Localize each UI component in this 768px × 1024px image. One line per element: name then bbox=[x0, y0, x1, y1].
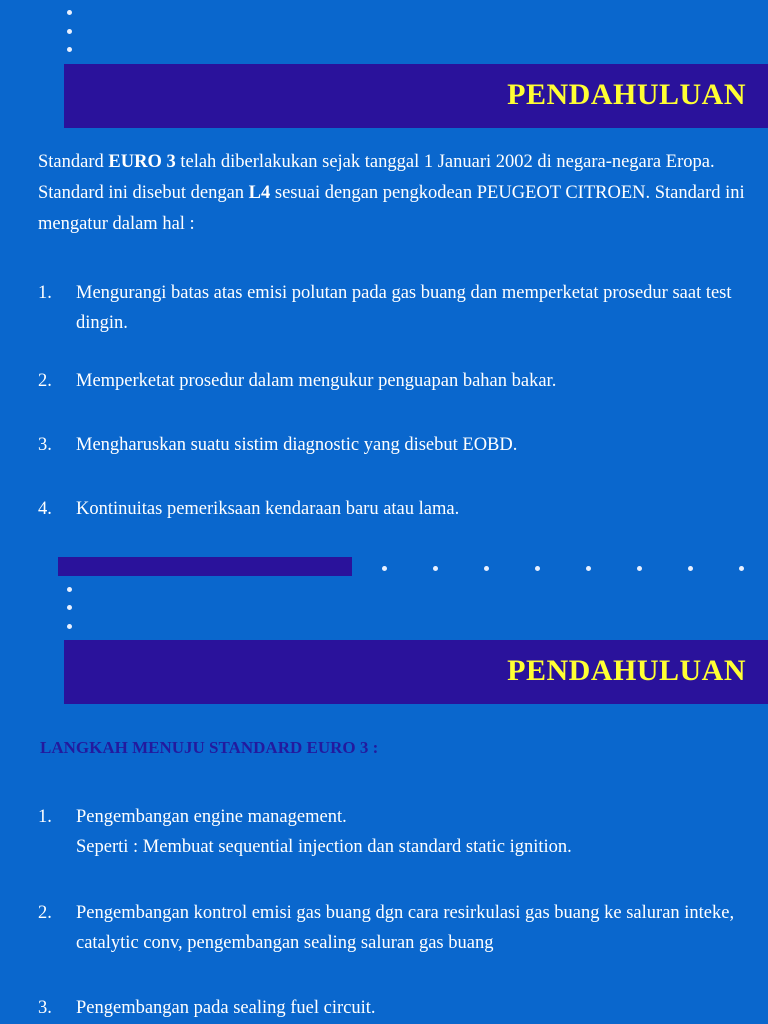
decor-dot bbox=[637, 566, 642, 571]
item-text: Pengembangan kontrol emisi gas buang dgn cara resirkulasi gas buang ke saluran inteke, catalytic conv, pengembangan sealing saluran gas buang bbox=[76, 903, 735, 953]
item-text: Pengembangan engine management. bbox=[76, 807, 347, 827]
decor-dot bbox=[688, 566, 693, 571]
decor-dot bbox=[67, 624, 72, 629]
intro-paragraph: Standard EURO 3 telah diberlakukan sejak tanggal 1 Januari 2002 di negara-negara Eropa. Standard ini disebut dengan L4 sesuai dengan pengkodean PEUGEOT CITROEN. Standard ini mengatur dalam hal : bbox=[38, 152, 745, 234]
decor-dot bbox=[67, 29, 72, 34]
decor-dot bbox=[535, 566, 540, 571]
list-item bbox=[38, 366, 768, 396]
slide-title: PENDAHULUAN bbox=[507, 78, 746, 111]
decor-dot bbox=[67, 47, 72, 52]
title-band bbox=[64, 64, 768, 128]
item-text: Kontinuitas pemeriksaan kendaraan baru atau lama. bbox=[76, 499, 460, 519]
euro3-emphasis: EURO 3 bbox=[108, 152, 176, 172]
list-item bbox=[38, 278, 768, 338]
decor-dot bbox=[67, 587, 72, 592]
item-number: 1. bbox=[38, 807, 52, 827]
decor-dot bbox=[586, 566, 591, 571]
item-text: Pengembangan pada sealing fuel circuit. bbox=[76, 998, 376, 1018]
title-band bbox=[64, 640, 768, 704]
item-text: Mengurangi batas atas emisi polutan pada gas buang dan memperketat prosedur saat test dingin. bbox=[76, 283, 732, 333]
slide-title: PENDAHULUAN bbox=[507, 654, 746, 687]
list-item bbox=[38, 430, 768, 460]
item-subtext: Seperti : Membuat sequential injection dan standard static ignition. bbox=[76, 837, 572, 857]
decor-dot bbox=[484, 566, 489, 571]
list-item bbox=[38, 898, 768, 958]
item-text: Memperketat prosedur dalam mengukur penguapan bahan bakar. bbox=[76, 371, 557, 391]
item-number: 3. bbox=[38, 998, 52, 1018]
decor-dot bbox=[67, 605, 72, 610]
item-text: Mengharuskan suatu sistim diagnostic yang disebut EOBD. bbox=[76, 435, 518, 455]
decor-dot bbox=[433, 566, 438, 571]
item-number: 3. bbox=[38, 435, 52, 455]
decor-dot bbox=[739, 566, 744, 571]
decor-dot bbox=[382, 566, 387, 571]
list-item bbox=[38, 494, 768, 524]
list-item bbox=[38, 802, 768, 862]
decor-dot bbox=[67, 10, 72, 15]
item-number: 1. bbox=[38, 283, 52, 303]
l4-emphasis: L4 bbox=[248, 183, 271, 203]
divider-bar bbox=[58, 557, 352, 576]
item-number: 4. bbox=[38, 499, 52, 519]
item-number: 2. bbox=[38, 371, 52, 391]
item-number: 2. bbox=[38, 903, 52, 923]
section-subheading: LANGKAH MENUJU STANDARD EURO 3 : bbox=[40, 738, 379, 757]
list-item bbox=[38, 993, 768, 1023]
